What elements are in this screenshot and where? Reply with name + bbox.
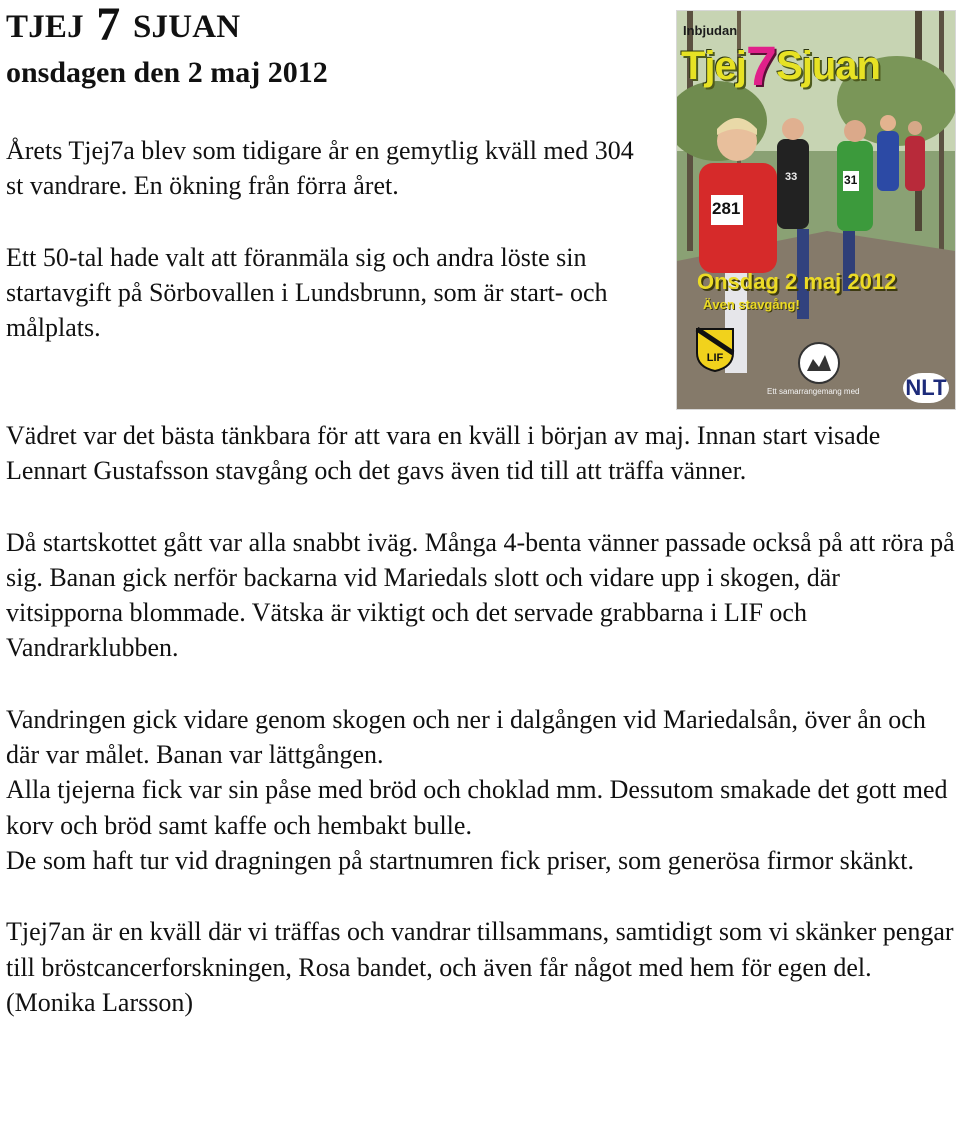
bib-number-2: 31 [844, 173, 858, 187]
article-header [6, 0, 666, 91]
article-date: onsdagen den 2 maj 2012 [6, 56, 328, 89]
paragraph: De som haft tur vid dragningen på startnumren fick priser, som generösa firmor skänkt. [6, 845, 914, 875]
paragraph: Alla tjejerna fick var sin påse med bröd och choklad mm. Dessutom smakade det gott med korv och bröd samt kaffe och hembakt bulle. [6, 775, 948, 840]
poster-invite-label: Inbjudan [683, 23, 738, 38]
lif-logo-icon [695, 327, 735, 373]
poster-title-a: Tjej [681, 44, 746, 88]
event-poster-image [676, 10, 956, 410]
main-section [6, 418, 956, 1020]
poster-title-number: 7 [745, 34, 777, 97]
nlt-logo: NLT [903, 373, 949, 403]
title-part-1: TJEJ [6, 9, 84, 45]
paragraph: Tjej7an är en kväll där vi träffas och vandrar tillsammans, samtidigt som vi skänker pengar till bröstcancerforskningen, Rosa bandet, och även får något med hem för egen del. [6, 917, 954, 982]
poster-title [681, 33, 880, 98]
bib-number-3: 33 [785, 171, 798, 183]
poster-date: Onsdag 2 maj 2012 [697, 269, 897, 294]
paragraph: Då startskottet gått var alla snabbt iväg. Många 4-benta vänner passade också på att röra på sig. Banan gick nerför backarna vid Mariedals slott och vidare upp i skogen, där vitsipporna blommade. Vätska är viktigt och det servade grabbarna i LIF och Vandrarklubben. [6, 527, 955, 663]
paragraph: Årets Tjej7a blev som tidigare år en gemytlig kväll med 304 st vandrare. En ökning från förra året. [6, 136, 634, 201]
paragraph: Ett 50-tal hade valt att föranmäla sig och andra löste sin startavgift på Sörbovallen i Lundsbrunn, som är start- och målplats. [6, 242, 608, 343]
title-part-2: SJUAN [132, 9, 241, 45]
article-title [6, 0, 666, 51]
poster-subtitle: Även stavgång! [703, 297, 800, 312]
intro-section [6, 133, 646, 381]
svg-text:LIF: LIF [706, 352, 724, 364]
vandrarklubben-logo-icon [797, 341, 841, 385]
title-number: 7 [96, 0, 121, 51]
poster-title-b: Sjuan [776, 44, 880, 88]
paragraph: Vädret var det bästa tänkbara för att vara en kväll i början av maj. Innan start visade Lennart Gustafsson stavgång och det gavs även tid till att träffa vänner. [6, 421, 881, 486]
paragraph: Vandringen gick vidare genom skogen och ner i dalgången vid Mariedalsån, över ån och där var målet. Banan var lättgången. [6, 704, 926, 770]
bib-number-1: 281 [712, 199, 741, 218]
author-signature: (Monika Larsson) [6, 987, 194, 1017]
poster-footer: Ett samarrangemang med [767, 387, 860, 396]
